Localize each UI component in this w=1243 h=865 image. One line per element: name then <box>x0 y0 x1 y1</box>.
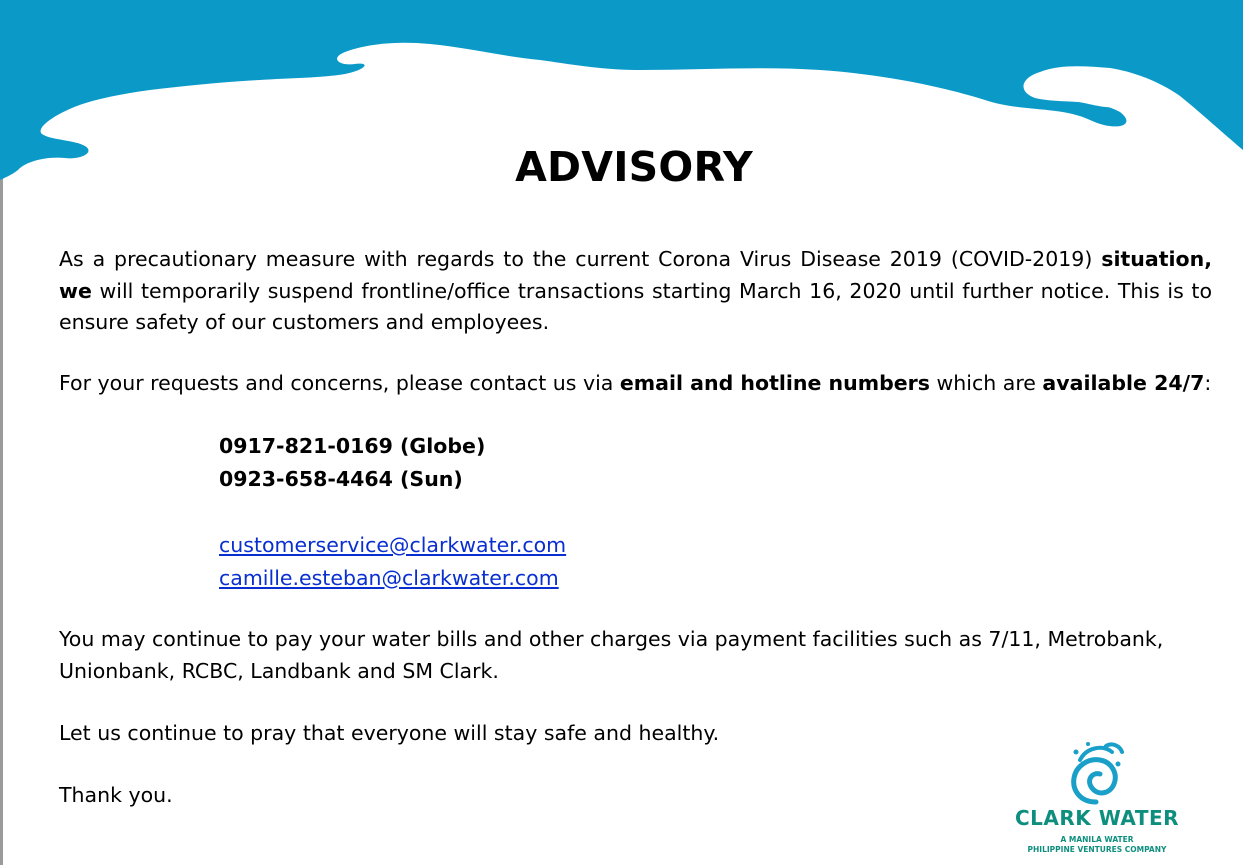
closing-text: Thank you. <box>59 783 173 807</box>
contact-suffix: : <box>1204 371 1212 395</box>
intro-text-1: As a precautionary measure with regards to the current Corona Virus Disease 2019 (COVID-2019) <box>59 247 1102 271</box>
hotline-sun: 0923-658-4464 (Sun) <box>219 466 463 491</box>
prayer-text: Let us continue to pray that everyone will stay safe and healthy. <box>59 721 720 745</box>
hotline-globe: 0917-821-0169 (Globe) <box>219 434 486 458</box>
contact-mid: which are <box>930 371 1043 395</box>
logo-wordmark: CLARK WATER <box>1014 806 1180 830</box>
contact-bold-availability: available 24/7 <box>1042 371 1205 395</box>
clark-water-logo <box>1004 740 1190 860</box>
payment-paragraph <box>59 624 1212 687</box>
logo-tagline-1: A MANILA WATER <box>1060 835 1134 844</box>
email-link-customerservice[interactable]: customerservice@clarkwater.com <box>219 533 567 557</box>
payment-line-1: You may continue to pay your water bills and other charges via payment facilities such as 7/11, Metrobank, <box>59 627 1164 651</box>
email-link-camille[interactable]: camille.esteban@clarkwater.com <box>219 565 559 590</box>
contact-prefix: For your requests and concerns, please contact us via <box>59 371 620 395</box>
payment-line-2: Unionbank, RCBC, Landbank and SM Clark. <box>59 658 499 683</box>
water-wave-icon <box>1066 740 1126 808</box>
page-title: ADVISORY <box>515 143 753 191</box>
logo-tagline-2: PHILIPPINE VENTURES COMPANY <box>1027 845 1167 854</box>
intro-text-bold: situation, we <box>59 247 1212 303</box>
hotline-list <box>219 430 485 495</box>
contact-paragraph <box>59 368 1212 400</box>
contact-bold-channels: email and hotline numbers <box>619 371 930 395</box>
intro-paragraph <box>59 244 1212 339</box>
intro-text-2: will temporarily suspend frontline/office transactions starting March 16, 2020 until further notice. This is to ensure safety of our customers and employees. <box>59 278 1212 334</box>
email-list <box>219 529 566 594</box>
